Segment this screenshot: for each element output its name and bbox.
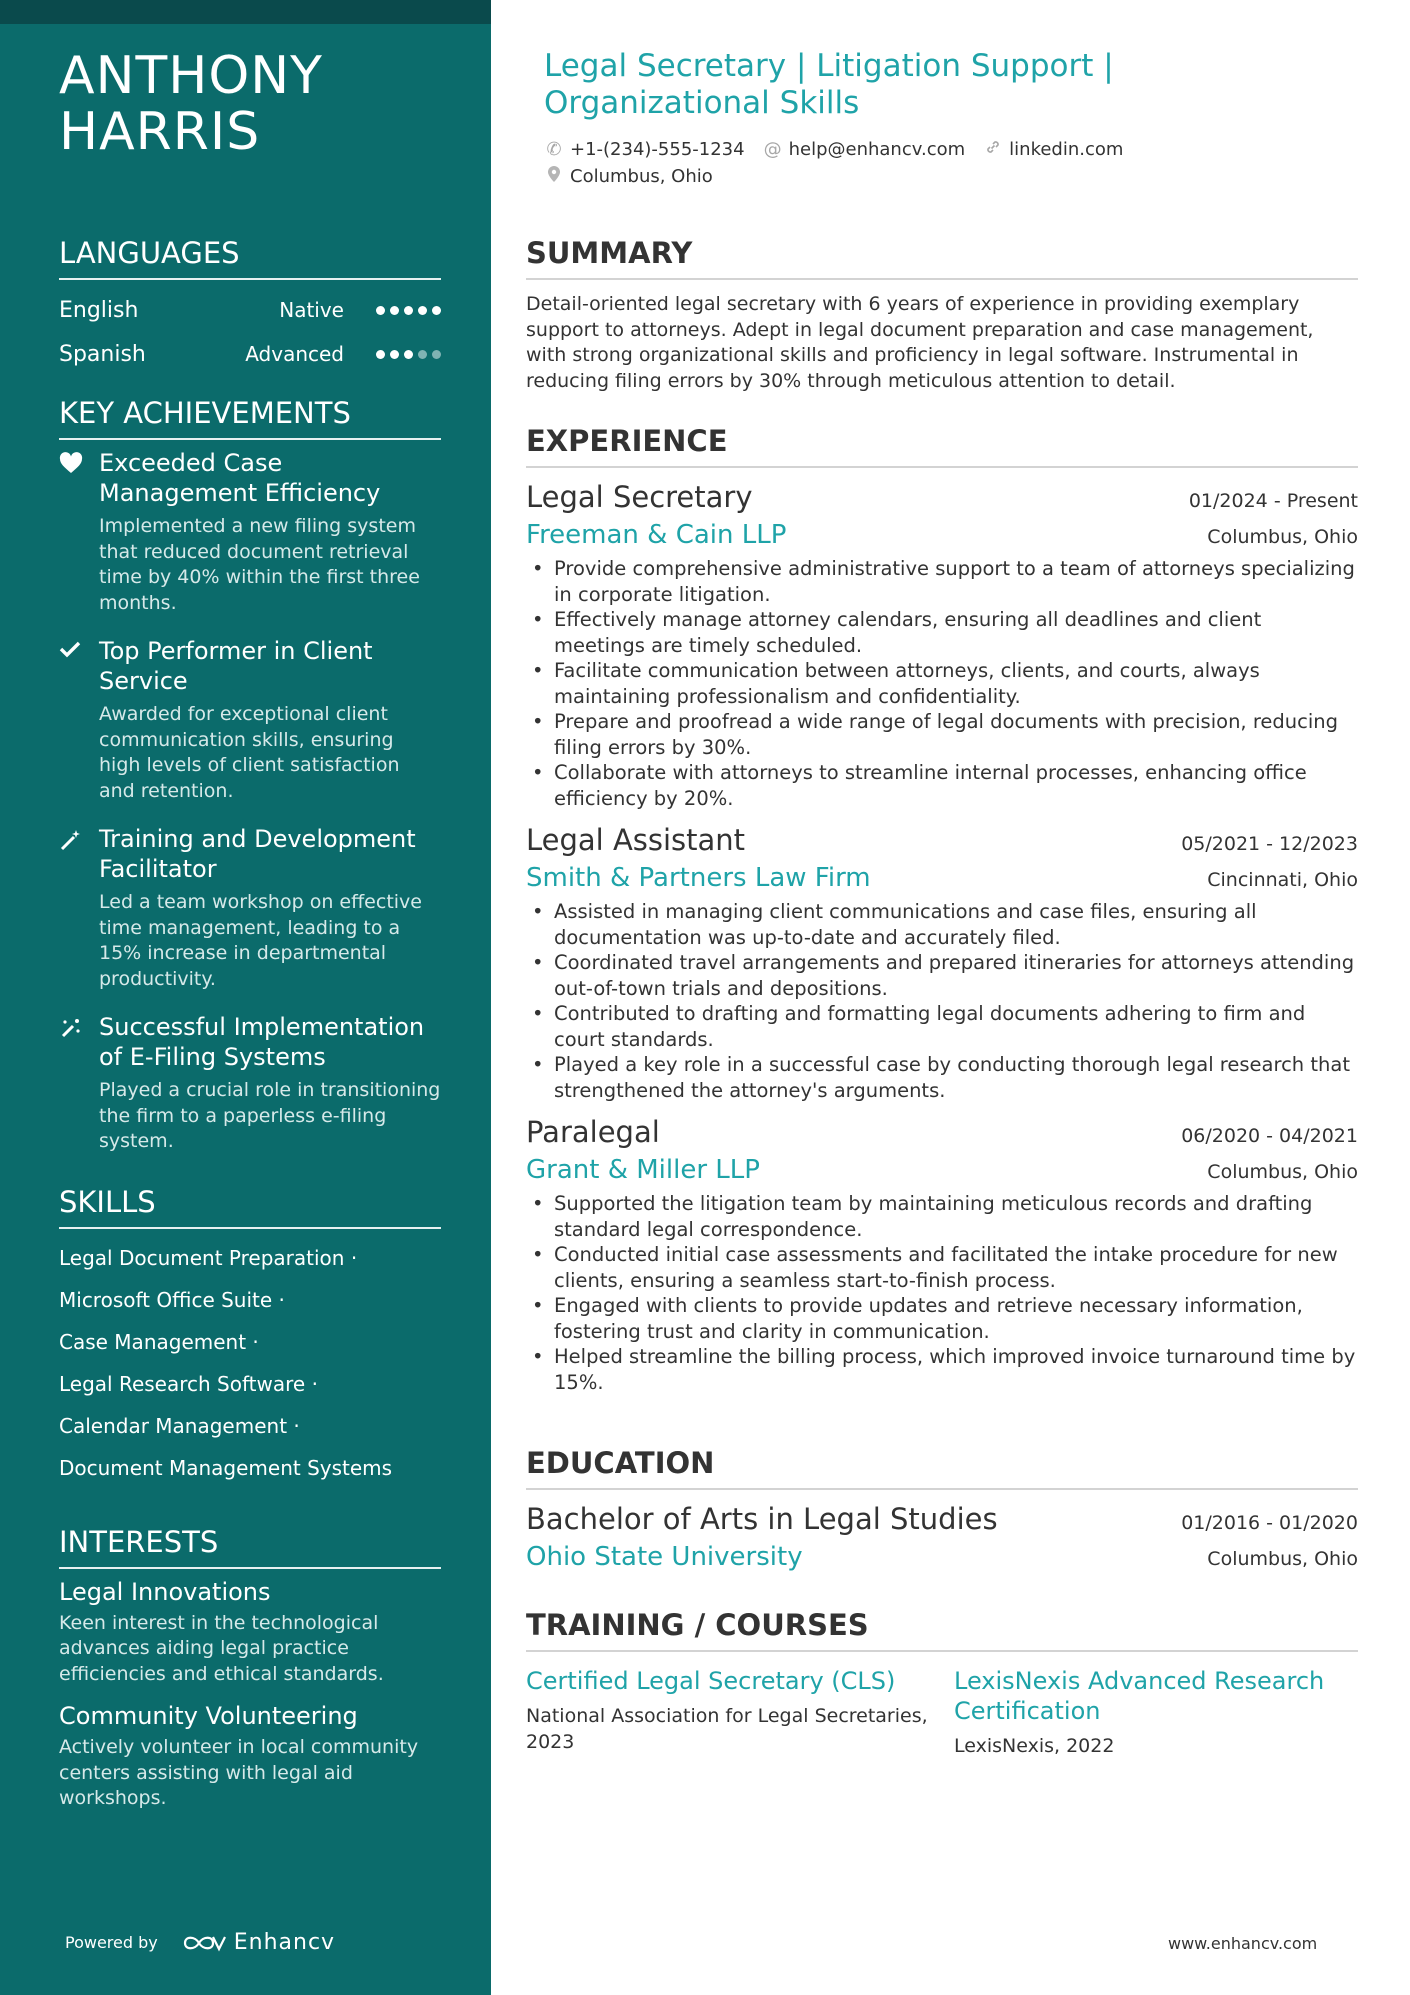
- interests-section: [59, 1525, 441, 1812]
- interest-item: [59, 1701, 441, 1812]
- interest-title: Community Volunteering: [59, 1702, 358, 1730]
- education-section: [526, 1446, 1358, 1574]
- job-header: [526, 1113, 1358, 1151]
- achievements-list: [59, 448, 441, 1155]
- skill-separator: ·: [246, 1329, 259, 1354]
- rating-dot: [432, 350, 441, 359]
- achievement-description: Implemented a new filing system that reduced document retrieval time by 40% within the first three months.: [99, 515, 420, 614]
- language-row: [59, 288, 441, 332]
- rating-dot: [404, 306, 413, 315]
- interest-description: Keen interest in the technological advances aiding legal practice efficiencies and ethical standards.: [59, 1611, 384, 1685]
- experience-entry: [526, 478, 1358, 811]
- skill-name: Legal Document Preparation: [59, 1245, 345, 1270]
- course-title: LexisNexis Advanced Research Certification: [954, 1667, 1325, 1725]
- name-line-2: HARRIS: [59, 102, 261, 162]
- rating-dot: [418, 350, 427, 359]
- job-dates: 06/2020 - 04/2021: [1181, 1125, 1358, 1147]
- course-title: Certified Legal Secretary (CLS): [526, 1667, 896, 1695]
- training-section: [526, 1608, 1358, 1760]
- achievement-item: [59, 824, 441, 992]
- school-location: Columbus, Ohio: [1207, 1548, 1358, 1570]
- skills-section: [59, 1185, 441, 1489]
- job-bullets: [526, 556, 1358, 811]
- skill-name: Case Management: [59, 1329, 247, 1354]
- achievement-description: Played a crucial role in transitioning the firm to a paperless e-filing system.: [99, 1079, 441, 1152]
- course-item: [526, 1666, 930, 1760]
- sidebar: [0, 0, 491, 1995]
- bullet-item: • Played a key role in a successful case by conducting thorough legal research that strengthened the attorney's arguments.: [526, 1052, 1358, 1103]
- rating-dot: [390, 306, 399, 315]
- wand-sparkle-icon: [59, 1012, 99, 1155]
- bullet-item: • Coordinated travel arrangements and prepared itineraries for attorneys attending out-of-town trials and depositions.: [526, 950, 1358, 1001]
- headline: Legal Secretary | Litigation Support | Organizational Skills: [544, 48, 1114, 121]
- education-entry: [526, 1500, 1358, 1574]
- powered-by[interactable]: [65, 1930, 335, 1955]
- language-rating: [376, 306, 441, 315]
- job-bullets: [526, 1191, 1358, 1395]
- rating-dot: [376, 306, 385, 315]
- skills-title: SKILLS: [59, 1185, 441, 1229]
- phone-icon: ✆: [546, 139, 562, 160]
- experience-entry: [526, 821, 1358, 1103]
- education-title: EDUCATION: [526, 1446, 1358, 1490]
- language-level: Native: [279, 298, 344, 322]
- school-name: Ohio State University: [526, 1542, 803, 1572]
- job-title: Paralegal: [526, 1115, 660, 1149]
- skill-item: [59, 1321, 441, 1363]
- training-title: TRAINING / COURSES: [526, 1608, 1358, 1652]
- skill-name: Microsoft Office Suite: [59, 1287, 273, 1312]
- contact-location: [544, 165, 713, 188]
- skill-name: Calendar Management: [59, 1413, 288, 1438]
- course-item: [954, 1666, 1358, 1760]
- experience-section: [526, 424, 1358, 1395]
- at-icon: @: [763, 139, 782, 160]
- company-name: Smith & Partners Law Firm: [526, 863, 871, 893]
- job-location: Columbus, Ohio: [1207, 526, 1358, 548]
- job-header: [526, 478, 1358, 516]
- languages-list: [59, 288, 441, 376]
- language-name: Spanish: [59, 341, 146, 367]
- powered-by-label: Powered by: [65, 1933, 158, 1952]
- linkedin-text: linkedin.com: [1009, 139, 1124, 160]
- skill-name: Document Management Systems: [59, 1455, 393, 1480]
- achievements-title: KEY ACHIEVEMENTS: [59, 396, 441, 440]
- skill-item: [59, 1237, 441, 1279]
- experience-list: [526, 478, 1358, 1395]
- interest-item: [59, 1577, 441, 1688]
- language-name: English: [59, 297, 139, 323]
- phone-text: +1-(234)-555-1234: [570, 139, 745, 160]
- summary-title: SUMMARY: [526, 236, 1358, 280]
- job-subheader: [526, 861, 1358, 895]
- achievements-section: [59, 396, 441, 1155]
- skill-separator: ·: [287, 1413, 300, 1438]
- rating-dot: [404, 350, 413, 359]
- skill-item: [59, 1363, 441, 1405]
- candidate-name: [59, 48, 441, 160]
- experience-title: EXPERIENCE: [526, 424, 1358, 468]
- contact-phone[interactable]: [544, 139, 745, 160]
- job-dates: 01/2024 - Present: [1188, 490, 1358, 512]
- rating-dot: [418, 306, 427, 315]
- skill-separator: ·: [344, 1245, 358, 1270]
- enhancv-logo-icon: [182, 1932, 226, 1954]
- bullet-item: • Helped streamline the billing process, which improved invoice turnaround time by 15%.: [526, 1344, 1358, 1395]
- achievement-title: Exceeded Case Management Efficiency: [99, 449, 381, 507]
- location-text: Columbus, Ohio: [570, 166, 713, 187]
- heart-icon: [59, 448, 99, 616]
- bullet-item: • Collaborate with attorneys to streamline internal processes, enhancing office efficiency by 20%.: [526, 760, 1358, 811]
- achievement-title: Training and Development Facilitator: [99, 825, 416, 883]
- job-title: Legal Secretary: [526, 480, 753, 514]
- skills-list: [59, 1237, 441, 1489]
- achievement-description: Led a team workshop on effective time management, leading to a 15% increase in departmental productivity.: [99, 891, 422, 990]
- achievement-title: Top Performer in Client Service: [99, 637, 373, 695]
- language-level: Advanced: [245, 342, 344, 366]
- achievement-body: [99, 824, 441, 992]
- education-dates: 01/2016 - 01/2020: [1181, 1512, 1358, 1534]
- bullet-item: • Provide comprehensive administrative support to a team of attorneys specializing in corporate litigation.: [526, 556, 1358, 607]
- bullet-item: • Facilitate communication between attorneys, clients, and courts, always maintaining professionalism and confidentiality.: [526, 658, 1358, 709]
- email-text: help@enhancv.com: [788, 139, 966, 160]
- interests-title: INTERESTS: [59, 1525, 441, 1569]
- location-pin-icon: [544, 165, 564, 188]
- enhancv-logo: [182, 1930, 335, 1955]
- bullet-item: • Engaged with clients to provide updates and retrieve necessary information, fostering trust and clarity in communication.: [526, 1293, 1358, 1344]
- language-row: [59, 332, 441, 376]
- job-subheader: [526, 518, 1358, 552]
- achievement-item: [59, 636, 441, 804]
- languages-section: [59, 236, 441, 376]
- brand-name: Enhancv: [233, 1930, 336, 1955]
- bullet-item: • Supported the litigation team by maintaining meticulous records and drafting standard legal correspondence.: [526, 1191, 1358, 1242]
- contact-email[interactable]: [763, 139, 966, 160]
- footer-url[interactable]: www.enhancv.com: [1168, 1934, 1318, 1953]
- course-organization: LexisNexis, 2022: [954, 1735, 1115, 1757]
- bullet-item: • Contributed to drafting and formatting legal documents adhering to firm and court standards.: [526, 1001, 1358, 1052]
- rating-dot: [376, 350, 385, 359]
- degree: Bachelor of Arts in Legal Studies: [526, 1502, 998, 1536]
- sidebar-content: [59, 48, 441, 1812]
- languages-title: LANGUAGES: [59, 236, 441, 280]
- job-header: [526, 821, 1358, 859]
- achievement-body: [99, 1012, 441, 1155]
- interests-list: [59, 1577, 441, 1812]
- summary-text: Detail-oriented legal secretary with 6 years of experience in providing exemplary support to attorneys. Adept in legal document preparation and case management, with strong organizational skills and proficiency in legal software. Instrumental in reducing filing errors by 30% through meticulous attention to detail.: [526, 293, 1314, 392]
- job-bullets: [526, 899, 1358, 1103]
- achievement-body: [99, 636, 441, 804]
- contact-linkedin[interactable]: [983, 139, 1123, 160]
- bullet-item: • Effectively manage attorney calendars, ensuring all deadlines and client meetings are timely scheduled.: [526, 607, 1358, 658]
- job-location: Columbus, Ohio: [1207, 1161, 1358, 1183]
- magic-wand-icon: [59, 824, 99, 992]
- rating-dot: [432, 306, 441, 315]
- job-dates: 05/2021 - 12/2023: [1181, 833, 1358, 855]
- company-name: Grant & Miller LLP: [526, 1155, 760, 1185]
- job-subheader: [526, 1153, 1358, 1187]
- bullet-item: • Prepare and proofread a wide range of legal documents with precision, reducing filing errors by 30%.: [526, 709, 1358, 760]
- training-list: [526, 1666, 1358, 1760]
- course-organization: National Association for Legal Secretaries, 2023: [526, 1705, 928, 1753]
- achievement-item: [59, 448, 441, 616]
- achievement-item: [59, 1012, 441, 1155]
- skill-item: [59, 1279, 441, 1321]
- skill-item: [59, 1405, 441, 1447]
- language-rating: [376, 350, 441, 359]
- experience-entry: [526, 1113, 1358, 1395]
- skill-item: [59, 1447, 441, 1489]
- achievement-description: Awarded for exceptional client communication skills, ensuring high levels of client satisfaction and retention.: [99, 703, 400, 802]
- bullet-item: • Conducted initial case assessments and facilitated the intake procedure for new clients, ensuring a seamless start-to-finish process.: [526, 1242, 1358, 1293]
- interest-description: Actively volunteer in local community centers assisting with legal aid workshops.: [59, 1736, 419, 1809]
- checkmark-icon: [59, 636, 99, 804]
- name-line-1: ANTHONY: [59, 46, 323, 106]
- bullet-item: • Assisted in managing client communications and case files, ensuring all documentation was up-to-date and accurately filed.: [526, 899, 1358, 950]
- skill-separator: ·: [272, 1287, 285, 1312]
- skill-separator: ·: [305, 1371, 318, 1396]
- contact-info: [544, 136, 1344, 190]
- job-title: Legal Assistant: [526, 823, 746, 857]
- skill-name: Legal Research Software: [59, 1371, 306, 1396]
- link-icon: [983, 139, 1003, 160]
- company-name: Freeman & Cain LLP: [526, 520, 787, 550]
- interest-title: Legal Innovations: [59, 1577, 271, 1606]
- rating-dot: [390, 350, 399, 359]
- achievement-title: Successful Implementation of E-Filing Systems: [99, 1013, 425, 1071]
- job-location: Cincinnati, Ohio: [1207, 869, 1358, 891]
- achievement-body: [99, 448, 441, 616]
- summary-section: [526, 236, 1358, 394]
- sidebar-top-bar: [0, 0, 491, 24]
